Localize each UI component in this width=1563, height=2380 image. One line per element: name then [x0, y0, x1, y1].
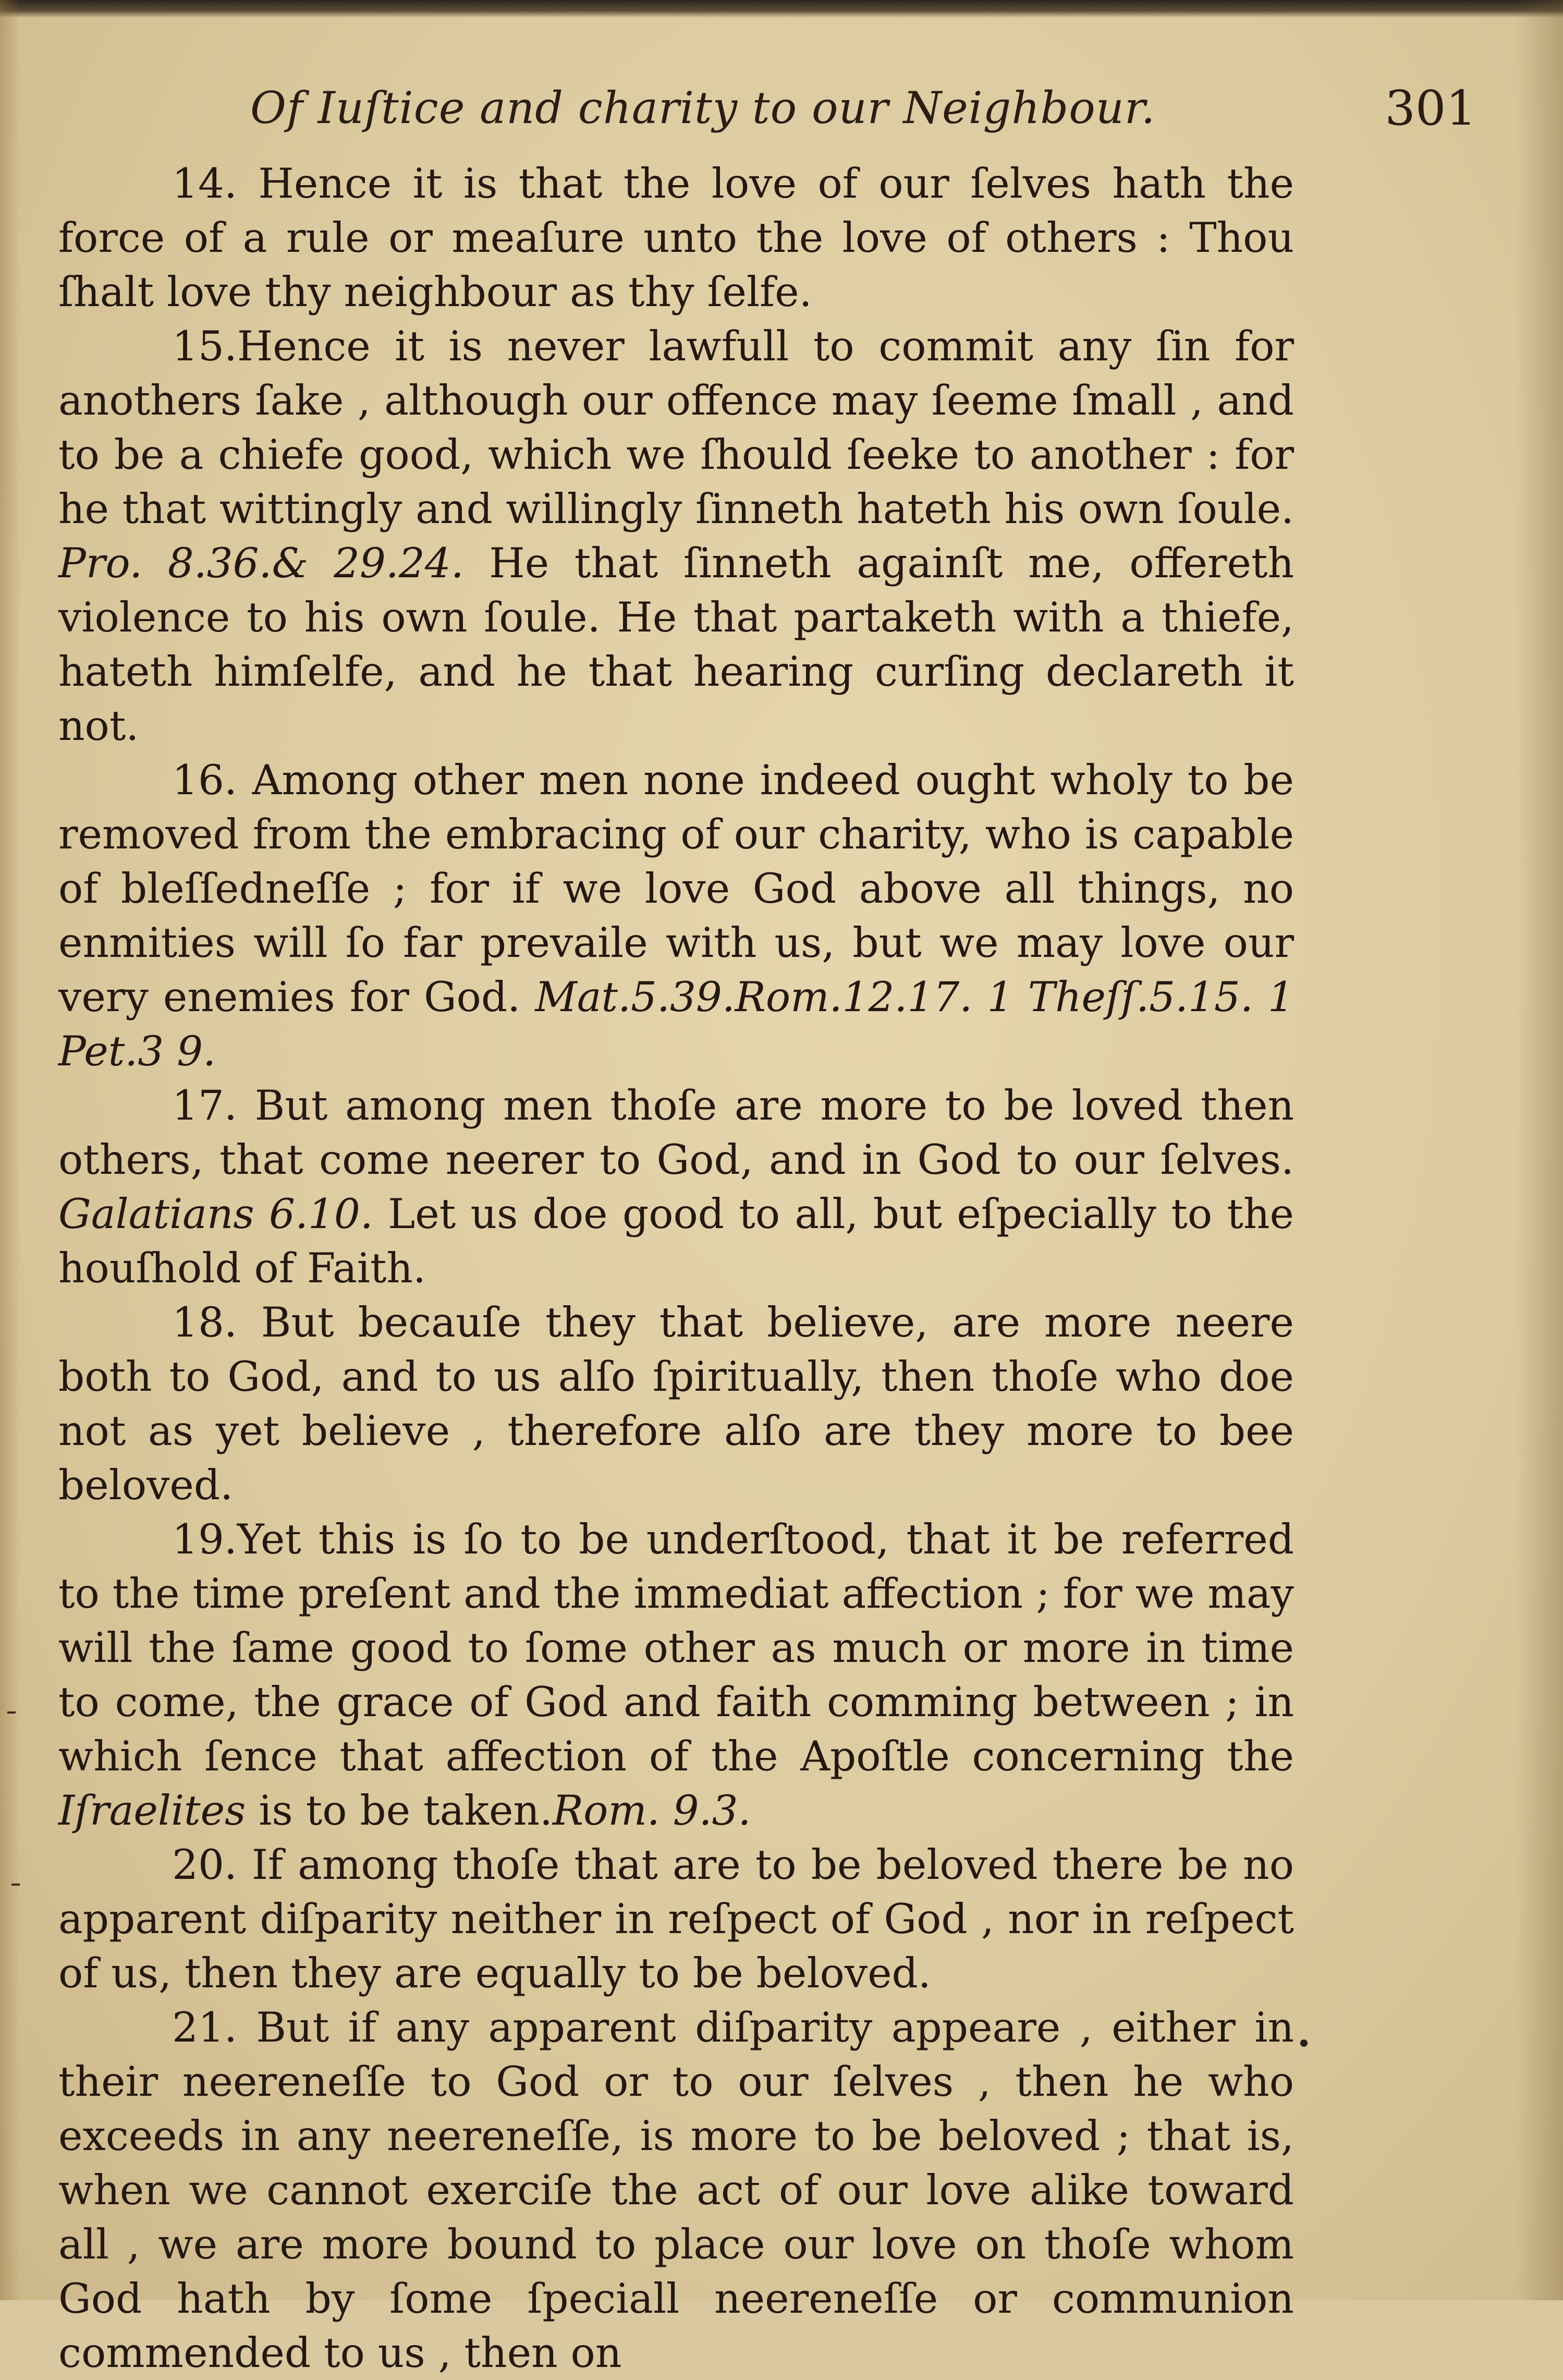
paragraph-19	[58, 1512, 1294, 1838]
paragraph-16	[58, 753, 1294, 1078]
page-top-edge	[0, 0, 1563, 18]
italic-term: Iſraelites	[58, 1787, 246, 1835]
paragraph-text-continued: is to be taken.	[259, 1787, 553, 1835]
paragraph-text: Yet this is ſo to be underſtood, that it be referred to the time preſent and the immediat affection ; for we may will the ſame good to ſome other as much or more in time to come, the grace of God and faith comming between ; in which ſence that affection of the Apoſtle concerning the	[58, 1515, 1294, 1780]
margin-mark	[11, 1884, 20, 1886]
paragraph-text-continued: He that ſinneth againſt me, offereth violence to his own ſoule. He that partaketh with a thiefe, hateth himſelfe, and he that hearing curſing declareth it not.	[58, 539, 1294, 750]
paragraph-text: If among thoſe that are to be beloved there be no apparent diſparity neither in reſpect of God , nor in reſpect of us, then they are equally to be beloved.	[58, 1841, 1294, 1997]
paragraph-text: But if any apparent diſparity appeare , either in their neereneſſe to God or to our ſelves , then he who exceeds in any neereneſſe, is more to be beloved ; that is, when we cannot exerciſe the act of our love alike toward all , we are more bound to place our love on thoſe whom God hath by ſome ſpeciall neereneſſe or communion commended to us , then on	[58, 2003, 1295, 2377]
paragraph-15	[58, 319, 1294, 753]
paragraph-text: Hence it is that the love of our ſelves hath the force of a rule or meaſure unto the love of others : Thou ſhalt love thy neighbour as thy ſelfe.	[58, 160, 1294, 316]
paragraph-number: 15.	[172, 322, 237, 370]
paragraph-text: But becauſe they that believe, are more neere both to God, and to us alſo ſpiritually, then thoſe who doe not as yet believe , therefore alſo are they more to bee beloved.	[58, 1298, 1295, 1509]
paragraph-text-continued: Let us doe good to all, but eſpecially to the houſhold of Faith.	[58, 1190, 1294, 1292]
page-number: 301	[1385, 80, 1476, 136]
scripture-reference: Mat.5.39.Rom.12.17. 1 Theſſ.5.15. 1 Pet.3 9.	[58, 973, 1294, 1075]
scripture-reference: Pro. 8.36.& 29.24.	[58, 539, 464, 587]
scripture-reference: Galatians 6.10.	[58, 1190, 373, 1238]
paragraph-text: Hence it is never lawfull to commit any ſin for anothers ſake , although our offence may ſeeme ſmall , and to be a chiefe good, which we ſhould ſeeke to another : for he that wittingly and willingly ſinneth hateth his own ſoule.	[58, 322, 1294, 533]
paragraph-14	[58, 156, 1294, 319]
running-title: Of Iuſtice and charity to our Neighbour.	[250, 82, 1156, 133]
scripture-reference: Rom. 9.3.	[552, 1787, 751, 1835]
paragraph-21	[58, 2000, 1294, 2380]
margin-dot	[1300, 2039, 1308, 2047]
paragraph-number: 18.	[172, 1298, 237, 1346]
paragraph-number: 19.	[172, 1515, 237, 1563]
paragraph-18	[58, 1295, 1294, 1512]
page-gutter-shadow	[0, 0, 21, 2300]
paragraph-number: 21.	[172, 2003, 237, 2051]
page-edge-shadow	[1516, 0, 1563, 2300]
paragraph-number: 20.	[172, 1841, 237, 1889]
paragraph-20	[58, 1838, 1294, 2000]
paragraph-text: Among other men none indeed ought wholy to be removed from the embracing of our charity, who is capable of bleſſedneſſe ; for if we love God above all things, no enmities will ſo far prevaile with us, but we may love our very enemies for God.	[58, 756, 1294, 1021]
paragraph-number: 16.	[172, 756, 237, 804]
body-text	[58, 156, 1294, 2380]
margin-mark	[7, 1711, 16, 1714]
paragraph-17	[58, 1078, 1294, 1295]
paragraph-text: But among men thoſe are more to be loved then others, that come neerer to God, and in God to our ſelves.	[58, 1082, 1295, 1184]
paragraph-number: 17.	[172, 1082, 237, 1130]
paragraph-number: 14.	[172, 160, 237, 208]
running-header	[250, 78, 1501, 141]
